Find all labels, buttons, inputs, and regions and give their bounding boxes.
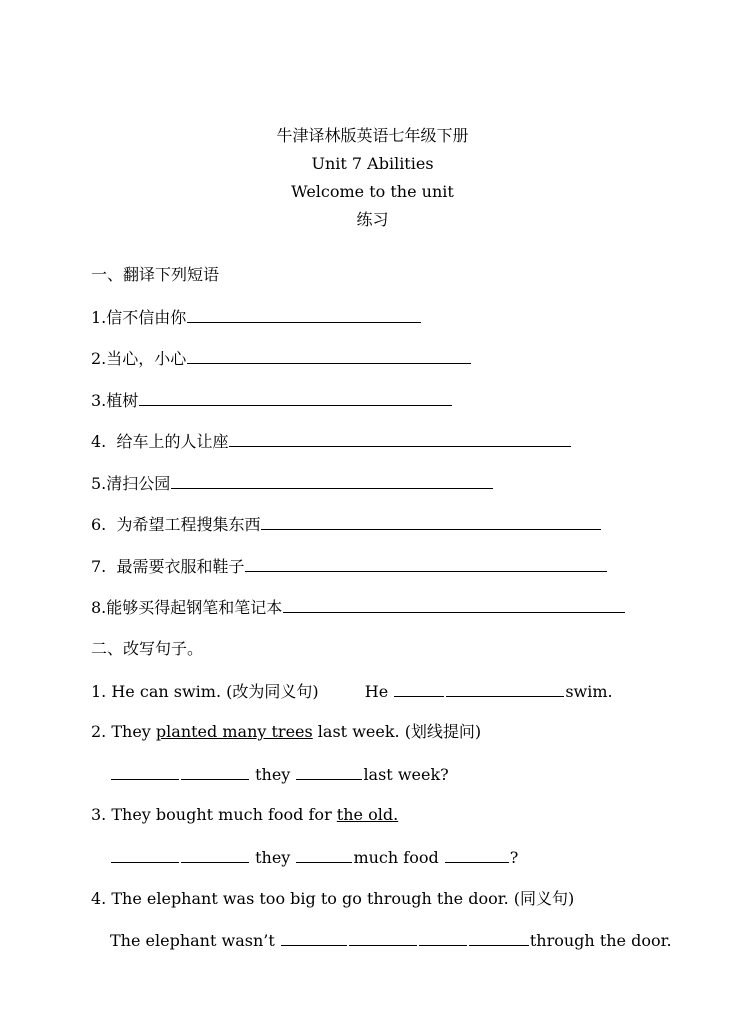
section2-heading: 二、改写句子。	[91, 639, 204, 658]
answer-blank[interactable]	[111, 846, 179, 863]
rewrite-q2-answer: they last week?	[110, 763, 449, 786]
rewrite-q2: 2. They planted many trees last week. (划线提问)	[91, 722, 482, 741]
title-lesson: Welcome to the unit	[291, 182, 454, 201]
answer-blank[interactable]	[245, 555, 607, 572]
answer-blank[interactable]	[394, 680, 444, 697]
answer-blank[interactable]	[281, 929, 347, 946]
answer-blank[interactable]	[187, 306, 421, 323]
answer-blank[interactable]	[296, 846, 352, 863]
section1-heading: 一、翻译下列短语	[91, 265, 220, 284]
phrase-item-2: 2.当心，小心	[91, 347, 472, 370]
answer-blank[interactable]	[469, 929, 529, 946]
answer-blank[interactable]	[111, 763, 179, 780]
answer-blank[interactable]	[445, 846, 509, 863]
phrase-item-3: 3.植树	[91, 389, 453, 412]
answer-blank[interactable]	[261, 513, 601, 530]
answer-blank[interactable]	[446, 680, 564, 697]
answer-blank[interactable]	[419, 929, 467, 946]
answer-blank[interactable]	[181, 763, 249, 780]
phrase-item-7: 7. 最需要衣服和鞋子	[91, 555, 608, 578]
answer-blank[interactable]	[283, 596, 625, 613]
title-block	[0, 122, 745, 234]
rewrite-q3: 3. They bought much food for the old.	[91, 805, 399, 824]
title-book: 牛津译林版英语七年级下册	[276, 126, 469, 145]
rewrite-q4-answer: The elephant wasn’t through the door.	[110, 931, 672, 950]
phrase-item-5: 5.清扫公园	[91, 472, 494, 495]
rewrite-q4: 4. The elephant was too big to go through the door. (同义句)	[91, 889, 575, 908]
title-exercise: 练习	[356, 210, 389, 229]
rewrite-q3-answer: they much food ?	[110, 846, 518, 869]
underlined-phrase: the old.	[336, 805, 399, 824]
title-unit: Unit 7 Abilities	[311, 154, 434, 173]
answer-blank[interactable]	[349, 929, 417, 946]
phrase-item-1: 1.信不信由你	[91, 306, 422, 329]
answer-blank[interactable]	[139, 389, 452, 406]
phrase-item-8: 8.能够买得起钢笔和笔记本	[91, 596, 626, 619]
answer-blank[interactable]	[187, 347, 471, 364]
answer-blank[interactable]	[229, 430, 571, 447]
phrase-item-6: 6. 为希望工程搜集东西	[91, 513, 602, 536]
underlined-phrase: planted many trees	[155, 722, 313, 741]
rewrite-q1: 1. He can swim. (改为同义句) He swim.	[91, 682, 613, 701]
answer-blank[interactable]	[171, 472, 493, 489]
answer-blank[interactable]	[296, 763, 362, 780]
answer-blank[interactable]	[181, 846, 249, 863]
phrase-item-4: 4. 给车上的人让座	[91, 430, 572, 453]
